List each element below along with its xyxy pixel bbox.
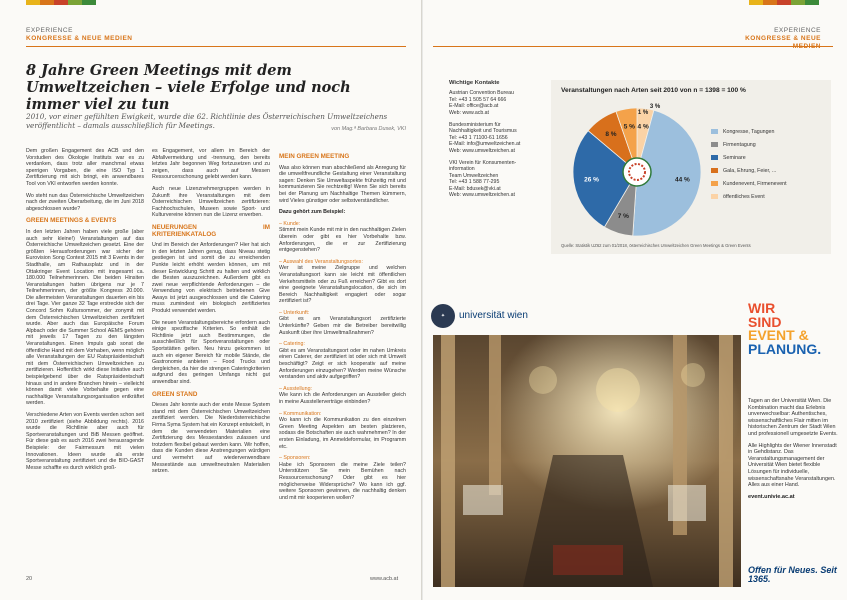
contact-line: Tel: +43 1 588 77-295 <box>449 179 500 186</box>
contact-line[interactable]: E-Mail: office@acb.at <box>449 103 499 110</box>
ad-text <box>748 398 840 500</box>
checklist-heading: – Unterkunft: <box>279 309 310 316</box>
university-name: universität wien <box>459 310 528 321</box>
contact-line: Nachhaltigkeit und Tourismus <box>449 128 517 135</box>
section-heading: MEIN GREEN MEETING <box>279 153 350 160</box>
paragraph: In den letzten Jahren haben viele große (aber auch sehr kleine!) Veranstaltungen auf das Österreichische Umweltzeichen gesetzt. Eine der größten Herausforderungen war sicher der Eurovision Song Contest 2015 mit 3 Events in der Stadthalle, am Rathausplatz und in der Ottakringer Event Location mit insgesamt ca. 180.000 Teilnehmerinnen. Die beiden Hinsiten Veranstaltungen hatten übrigens nur je 7 Teilnehmerinnen, der größte Kongress 20.000. Die allermeisten Veranstaltungen dauerten ein bis drei Tage. Vier ganze 32 Tage erstreckte sich der Concord Sohm Kultursommer, der zonymit mit dem Österreichischen Umweltzeichen zertifiziert wurde. Aber auch das Europäische Forum Alpbach oder die Summer School AEMS gehören mit jeweils 17 Tagen zu den längsten Veranstaltungen. Einen Impuls gab sonst die öffentliche Hand mit dem Vorhaben, wenn möglich alle Veranstaltungen der EU Ratspräsidentschaft mit dem Österreichischen Umweltzeichen zu zertifizieren. Hoffentlich wirkt diese Initiative auch beispielgebend über die Ratspräsidentschaft hinaus und in andere Branchen hinein – vielleicht können damit viele Vorbehalte gegen eine nachhaltige Veranstaltungsorganisation entkräftet werden. <box>26 228 144 407</box>
ad-paragraph-1: Tagen an der Universität Wien. Die Kombination macht das Erlebnis unverwechselbar: Authentisches, wissenschaftliches Flair mitten im historischen Zentrum der Stadt Wien und professionell umgesetzte Events. <box>748 398 838 437</box>
legend-item <box>711 141 787 148</box>
paragraph: es Engagement, vor allem im Bereich der Abfallvermeidung und -trennung, den bereits letztes Jahr begonnen Weg fortzusetzen und zu zeigen, dass auch auf Messen Ressourcenschonung gelebt werden kann. <box>152 148 270 181</box>
paragraph: Verschiedene Arten von Events werden schon seit 2010 zertifiziert (siehe Abbildung rechts). 2016 wurde die Richtlinie aber auch für Sportveranstaltungen und BiB Messen geöffnet. Für diese gab es auch 2016 zwei herausragende Beispiele: der Fairmessum mit vielen Innovationen. Ideen wurde als erste Sportveranstaltung zertifiziert und die BIO-GAST Messe schaffte es durch wirklich groß- <box>26 411 144 471</box>
paragraph: Wo steht nun das Österreichische Umweltzeichen nach der zweiten Überarbeitung, die im Juni 2018 abgeschlossen wurde? <box>26 192 144 212</box>
rubric-section: KONGRESSE & NEUE <box>745 35 821 42</box>
slogan-line: SIND <box>748 313 782 330</box>
section-rubric <box>729 27 821 51</box>
legend-swatch <box>711 129 718 134</box>
text-column-1 <box>26 148 144 476</box>
checklist-heading: – Kunde: <box>279 220 301 227</box>
contact-group <box>449 160 539 198</box>
paragraph: Gibt es am Veranstaltungsort zertifizierte Unterkünfte? Geben mir die Betreiber bereitwillig Auskunft über ihre Umweltmaßnahmen? <box>279 316 406 336</box>
section-rubric <box>26 27 133 43</box>
legend-label: Seminare <box>723 154 746 161</box>
page-number: 20 <box>26 576 33 582</box>
paragraph: Dem großen Engagement des ACB und den Vorstudien des Ökologie Instituts war es zu verdanken, dass trotz aller manchmal etwas sperrigen Vorgaben, die eine ISO Typ 1 Zertifizierung mit sich bringt, ein anwendbares Tool von VKI entworfen werden konnte. <box>26 148 144 187</box>
contact-line: information <box>449 166 475 173</box>
chart-source: Quelle: Statistik UZ62 zum 01/2018, österreichisches Umweltzeichen Green Meetings & Green Events <box>561 243 751 248</box>
university-seal-icon: ✦ <box>431 304 455 328</box>
contacts-title: Wichtige Kontakte <box>449 80 500 86</box>
lead-in: Dazu gehört zum Beispiel: <box>279 209 346 216</box>
contact-line: Bundesministerium für <box>449 122 501 129</box>
paragraph: Wie kann ich die Anforderungen an Aussteller gleich in meine Ausstellerverträge einbinden? <box>279 392 406 405</box>
paragraph: Stimmt mein Kunde mit mir in den nachhaltigen Zielen überein oder gibt es hier Vorbehalte bzw. Anforderungen, die er zur Zertifizierung entgegenstehen? <box>279 227 406 254</box>
rubric-experience: EXPERIENCE <box>774 27 821 34</box>
article-intro: 2010, vor einer gefühlten Ewigkeit, wurde die 62. Richtlinie des Österreichischen Umweltzeichens veröffentlicht – damals ausschließlich für Meetings. <box>26 112 388 130</box>
slogan-line: PLANUNG. <box>748 340 822 357</box>
right-page <box>423 0 847 600</box>
paragraph: Wo kann ich die Kommunikation zu den einzelnen Green Meeting Aspekten am besten platzieren, sodass die Botschaften sie auch wahrnehmen? In der ersten Einladung, im Anmeldeformular, im Programm etc. <box>279 417 406 450</box>
legend-item <box>711 193 787 200</box>
contact-line[interactable]: Web: www.acb.at <box>449 109 489 116</box>
pie-slice-label: 7 % <box>617 213 629 221</box>
chart-title: Veranstaltungen nach Arten seit 2010 von n = 1398 = 100 % <box>561 87 746 94</box>
legend-item <box>711 154 787 161</box>
pie-chart-box <box>551 80 831 254</box>
checklist-heading: – Kommunikation: <box>279 410 322 417</box>
contact-line: Team Umweltzeichen <box>449 172 499 179</box>
legend-swatch <box>711 168 718 173</box>
checklist-heading: – Sponsoren: <box>279 455 311 462</box>
paragraph: Habe ich Sponsoren die meine Ziele teilen? Unterstützen Sie mein Bemühen nach Ressourcenschonung? Oder gibt es hier möglicherweise Widersprüche? Wo kann ich ggf. weitere Sponsoren gewinnen, die nachhaltig denken und mit mir kooperieren wollen? <box>279 461 406 501</box>
header-rule <box>26 46 406 47</box>
pie-extra-label: 3 % <box>649 104 661 110</box>
university-logo <box>431 302 528 330</box>
paragraph: Wer ist meine Zielgruppe und welchen Veranstaltungsort kann sie leicht mit öffentlichen Verkehrsmitteln oder zu Fuß erreichen? Gibt es dort eine geeignete Veranstaltungslocation, die sich im Bereich Nachhaltigkeit engagiert oder sogar zertifiziert ist? <box>279 265 406 305</box>
contact-group <box>449 122 539 154</box>
contact-line: Tel: +43 1 71100-61 1656 <box>449 134 508 141</box>
rubric-section: KONGRESSE & NEUE MEDIEN <box>26 35 133 42</box>
checklist-heading: – Ausstellung: <box>279 385 312 392</box>
paragraph: Und im Bereich der Anforderungen? Hier hat sich in den letzten Jahren genug, dass Niveau stetig gestiegen ist und somit die zu erreichenden Punkte leicht erhöht werden können, um mit dieser Entwicklung Schritt zu halten und wirklich die Besten auszuzeichnen. Außerdem gibt es zwei neue verpflichtende Anforderungen – die Verwendung von elektrisch betriebenen Give Aways ist jetzt ausgeschlossen und die Catering muss zumindest ein biologisch zertifiziertes Produkt verwendet werden. <box>152 242 270 315</box>
contact-line[interactable]: Web: www.umweltzeichen.at <box>449 147 515 154</box>
paragraph: Was also können man abschließend als Anregung für die umweltfreundliche Gestaltung einer Veranstaltung sagen: Denken Sie Umweltaspekte frühzeitig mit und kommunizieren Sie rechtzeitig! Wenn Sie sich bereits bei der Planung um Nachhaltige Themen kümmern, wird Vieles günstiger oder selbstverständlicher. <box>279 164 406 204</box>
pie-chart <box>555 94 715 244</box>
ad-url-link[interactable]: event.univie.ac.at <box>748 493 795 500</box>
pie-slice-label: 44 % <box>675 176 690 184</box>
left-page <box>0 0 422 600</box>
legend-swatch <box>711 194 718 199</box>
text-column-3 <box>279 148 406 506</box>
contact-line: VKI Verein für Konsumenten- <box>449 160 517 167</box>
section-heading: GREEN MEETINGS & EVENTS <box>26 217 117 225</box>
paragraph: Dieses Jahr konnte auch der erste Messe System stand mit dem Österreichischen Umweltzeichen zertifiziert werden. Die Niederösterreichische Firma Syma System hat ein Konzept entwickelt, in dem die verwendeten Materialien eine Zertifizierung des Messestandes zulassen und trotzdem flexibel gebaut werden kann. Wir hoffen, dass die Kunden diese Anstrengungen würdigen und vermehrt auf wiederverwendbare Messestände aus umweltneutralen Materialien setzen. <box>152 402 270 475</box>
ecolabel-icon <box>623 158 651 186</box>
legend-item <box>711 180 787 187</box>
legend-swatch <box>711 142 718 147</box>
paragraph: Gibt es am Veranstaltungsort oder im nahen Umkreis einen Caterer, der zertifiziert ist oder sich mit Umwelt beschäftigt? Zeigt er sich kooperativ auf meine Anforderungen einzugehen? Werden meine Wünsche verstanden und aktiv aufgegriffen? <box>279 347 406 381</box>
legend-item <box>711 167 787 174</box>
paragraph: Auch neue Lizenznehmergruppen werden in Zukunft ihre Veranstaltungen mit dem Österreichischen Umweltzeichen zertifizieren: Fachhochschulen, Museen sowie Sport- und Kulturvereine können nun die Lizenz erwerben. <box>152 185 270 219</box>
pie-slice-label: 8 % <box>605 131 617 139</box>
legend-swatch <box>711 181 718 186</box>
color-stripe <box>749 0 819 5</box>
checklist-heading: – Catering: <box>279 341 305 348</box>
contacts-list <box>449 90 539 198</box>
pie-slice-label: 26 % <box>584 176 599 184</box>
section-heading: GREEN STAND <box>152 390 198 398</box>
ad-claim: Offen für Neues. Seit 1365. <box>748 565 837 584</box>
ad-paragraph-2: Alle Highlights der Wiener Innenstadt in Gehdistanz. Das Veranstaltungsmanagement der Universität Wien bietet flexible Lösungen für individuelle, wissenschaftsnahe Veranstaltungen. Alles aus einer Hand. <box>748 442 837 489</box>
university-ad <box>748 302 840 500</box>
checklist-heading: – Auswahl des Veranstaltungsortes: <box>279 258 363 265</box>
legend-label: Gala, Ehrung, Feier, ... <box>723 167 777 174</box>
text-column-2 <box>152 148 270 480</box>
legend-label: öffentliches Event <box>723 193 765 200</box>
article-title: 8 Jahre Green Meetings mit dem Umweltzeichen – viele Erfolge und noch immer viel zu tun <box>26 62 351 113</box>
contact-line[interactable]: E-Mail: bdusek@vki.at <box>449 185 501 192</box>
event-hall-photo <box>433 335 741 587</box>
section-heading: NEUERUNGEN IM KRITERIENKATALOG <box>152 223 270 238</box>
rubric-experience: EXPERIENCE <box>26 27 73 34</box>
article-author: von Mag.ª Barbara Dusek, VKI <box>331 126 406 132</box>
contacts-box <box>449 80 539 205</box>
legend-label: Kongresse, Tagungen <box>723 128 775 135</box>
slogan-line: EVENT & <box>748 327 809 343</box>
contact-group <box>449 90 539 116</box>
pie-slice-label: 5 % <box>623 123 635 131</box>
contact-line[interactable]: E-Mail: info@umweltzeichen.at <box>449 141 521 148</box>
slogan-line: WIR <box>748 300 776 316</box>
pie-slice-label: 4 % <box>637 123 649 131</box>
contact-line: Tel: +43 1 505 57 64 666 <box>449 96 507 103</box>
contact-line[interactable]: Web: www.umweltzeichen.at <box>449 192 515 199</box>
legend-label: Firmentagung <box>723 141 756 148</box>
legend-item <box>711 128 787 135</box>
pie-extra-label: 1 % <box>637 110 649 116</box>
legend-swatch <box>711 155 718 160</box>
contact-line: Austrian Convention Bureau <box>449 90 514 97</box>
legend-label: Kundenevent, Firmenevent <box>723 180 787 187</box>
footer-url[interactable]: www.acb.at <box>370 576 399 582</box>
header-rule <box>433 46 833 47</box>
color-stripe <box>26 0 96 5</box>
paragraph: Die neuen Veranstaltungsbereiche erfordern auch einige spezifische Kriterien. So enthält die Richtlinie jetzt auch Bestimmungen, die ausschließlich für Sportveranstaltungen oder Sportstätten gelten. Neu hinzu gekommen ist auch ein eigener Bereich für mobile Stände, die Gastronomie anbieten – Food Trucks und dergleichen, da hier die strengen Cateringkriterien aufgrund des geringen Umfangs nicht gut anwendbar sind. <box>152 319 270 385</box>
ad-slogan <box>748 302 840 356</box>
chart-legend <box>711 128 787 206</box>
